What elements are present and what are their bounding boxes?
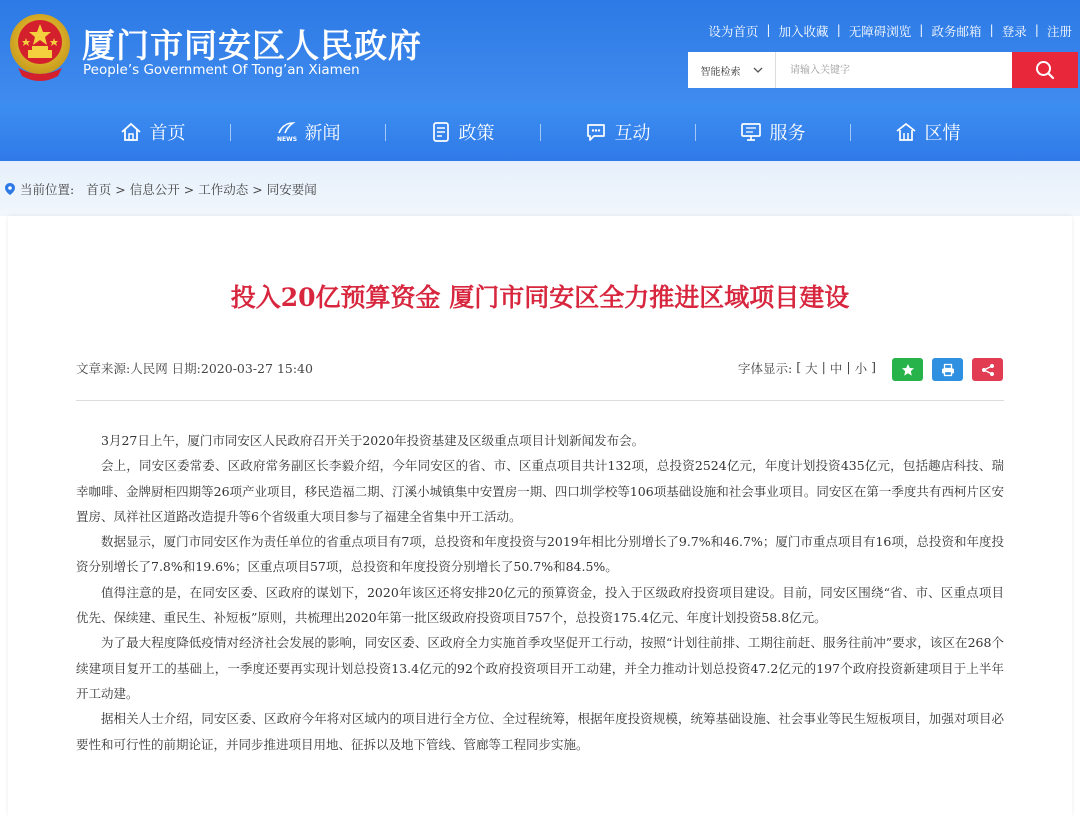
search-scope-label: 智能检索 xyxy=(700,66,741,78)
nav-item-home[interactable] xyxy=(75,103,230,161)
search-button[interactable] xyxy=(1012,52,1078,88)
article-paragraph: 据相关人士介绍，同安区委、区政府今年将对区域内的项目进行全方位、全过程统筹，根据年度投资规模，统筹基础设施、社会事业等民生短板项目，加强对项目必要性和可行性的前期论证，并同步推进项目用地、征拆以及地下管线、管廊等工程同步实施。 xyxy=(76,711,1004,752)
article-tools xyxy=(892,358,1003,381)
search-scope-select[interactable] xyxy=(688,52,776,88)
breadcrumb-home[interactable]: 首页 xyxy=(86,182,112,197)
top-links xyxy=(708,22,1072,40)
nav-label: 新闻 xyxy=(304,123,341,144)
chat-icon xyxy=(585,122,607,142)
link-separator: | xyxy=(766,22,771,37)
nav-label: 服务 xyxy=(769,123,806,144)
article-paragraph: 3月27日上午，厦门市同安区人民政府召开关于2020年投资基建及区级重点项目计划新闻发布会。 xyxy=(101,433,645,448)
article-divider xyxy=(76,400,1004,401)
font-size-separator: | xyxy=(846,359,851,374)
bracket-close: ] xyxy=(871,359,876,374)
breadcrumb-work[interactable]: 工作动态 xyxy=(198,182,249,197)
breadcrumb-label: 当前位置: xyxy=(20,182,75,197)
breadcrumb-info[interactable]: 信息公开 xyxy=(129,182,180,197)
home-icon xyxy=(120,122,142,142)
breadcrumb-separator: > xyxy=(252,181,263,197)
star-icon xyxy=(901,363,915,377)
search-icon xyxy=(1035,60,1055,80)
nav-item-policy[interactable] xyxy=(385,103,540,161)
register-link[interactable]: 注册 xyxy=(1046,24,1072,39)
nav-label: 互动 xyxy=(614,123,651,144)
nav-label: 首页 xyxy=(149,123,186,144)
bracket-open: [ xyxy=(796,359,802,374)
font-size-medium[interactable]: 中 xyxy=(829,361,843,376)
nav-label: 政策 xyxy=(458,123,495,144)
link-separator: | xyxy=(919,22,924,37)
article-paragraph: 值得注意的是，在同安区委、区政府的谋划下，2020年该区还将安排20亿元的预算资金，投入于区级政府投资项目建设。目前，同安区围绕“省、市、区重点项目优先、保续建、重民生、补短板”原则，共梳理出2020年第一批区级政府投资项目757个，总投资175.4亿元、年度计划投资58.8亿元。 xyxy=(76,584,1004,626)
article-title: 投入20亿预算资金 厦门市同安区全力推进区域项目建设 xyxy=(230,283,850,312)
chevron-down-icon xyxy=(753,67,763,73)
favorite-button[interactable] xyxy=(892,358,923,381)
share-icon xyxy=(981,363,995,377)
document-icon xyxy=(431,121,451,143)
monitor-icon xyxy=(740,122,762,142)
print-icon xyxy=(941,363,955,377)
breadcrumb-news[interactable]: 同安要闻 xyxy=(266,182,317,197)
link-separator: | xyxy=(836,22,841,37)
share-button[interactable] xyxy=(972,358,1003,381)
font-size-small[interactable]: 小 xyxy=(854,361,868,376)
font-size-control xyxy=(738,359,876,377)
breadcrumb xyxy=(4,180,317,198)
building-icon xyxy=(895,122,917,142)
breadcrumb-separator: > xyxy=(183,181,195,197)
link-separator: | xyxy=(989,22,994,37)
location-pin-icon xyxy=(4,182,16,196)
news-icon xyxy=(275,121,297,143)
article-paragraph: 数据显示，厦门市同安区作为责任单位的省重点项目有7项，总投资和年度投资与2019年相比分别增长了9.7%和46.7%；厦门市重点项目有16项，总投资和年度投资分别增长了7.8%和19.6%；区重点项目57项，总投资和年度投资分别增长了50.7%和84.5%。 xyxy=(76,534,1004,575)
font-size-large[interactable]: 大 xyxy=(805,361,818,376)
add-favorite-link[interactable]: 加入收藏 xyxy=(778,24,829,39)
svg-text:NEWS: NEWS xyxy=(276,136,297,143)
set-homepage-link[interactable]: 设为首页 xyxy=(708,24,759,39)
nav-item-services[interactable] xyxy=(695,103,850,161)
national-emblem-icon xyxy=(8,8,72,88)
nav-label: 区情 xyxy=(924,123,961,144)
font-size-separator: | xyxy=(821,359,826,374)
gov-mailbox-link[interactable]: 政务邮箱 xyxy=(931,24,982,39)
article-body xyxy=(76,428,1004,757)
nav-item-district[interactable] xyxy=(850,103,1005,161)
main-nav xyxy=(0,103,1080,161)
breadcrumb-separator: > xyxy=(115,181,126,197)
search-input[interactable] xyxy=(776,52,1012,88)
font-size-label: 字体显示: xyxy=(738,361,793,376)
print-button[interactable] xyxy=(932,358,963,381)
article-meta: 文章来源:人民网 日期:2020-03-27 15:40 xyxy=(76,361,313,376)
site-title: 厦门市同安区人民政府 xyxy=(82,26,422,65)
accessibility-link[interactable]: 无障碍浏览 xyxy=(848,24,912,39)
article-paragraph: 会上，同安区委常委、区政府常务副区长李毅介绍，今年同安区的省、市、区重点项目共计132项，总投资2524亿元，年度计划投资435亿元，包括趣店科技、瑞幸咖啡、金牌厨柜四期等26项产业项目，移民造福二期、汀溪小城镇集中安置房一期、四口圳学校等106项基础设施和社会事业项目。同安区在第一季度共有西柯片区安置房、凤祥社区道路改造提升等6个省级重大项目参与了福建全省集中开工活动。 xyxy=(76,458,1004,524)
site-subtitle: People’s Government Of Tong’an Xiamen xyxy=(83,62,360,78)
login-link[interactable]: 登录 xyxy=(1001,24,1027,39)
link-separator: | xyxy=(1034,22,1039,37)
search-bar xyxy=(688,52,1078,88)
nav-item-news[interactable] xyxy=(230,103,385,161)
site-header xyxy=(0,0,1080,103)
nav-item-interaction[interactable] xyxy=(540,103,695,161)
article-paragraph: 为了最大程度降低疫情对经济社会发展的影响，同安区委、区政府全力实施首季攻坚促开工行动，按照“计划往前排、工期往前赶、服务往前冲”要求，该区在268个续建项目复开工的基础上，一季度还要再实现计划总投资13.4亿元的92个政府投资项目开工动建，并全力推动计划总投资47.2亿元的197个政府投资新建项目于上半年开工动建。 xyxy=(76,635,1004,701)
